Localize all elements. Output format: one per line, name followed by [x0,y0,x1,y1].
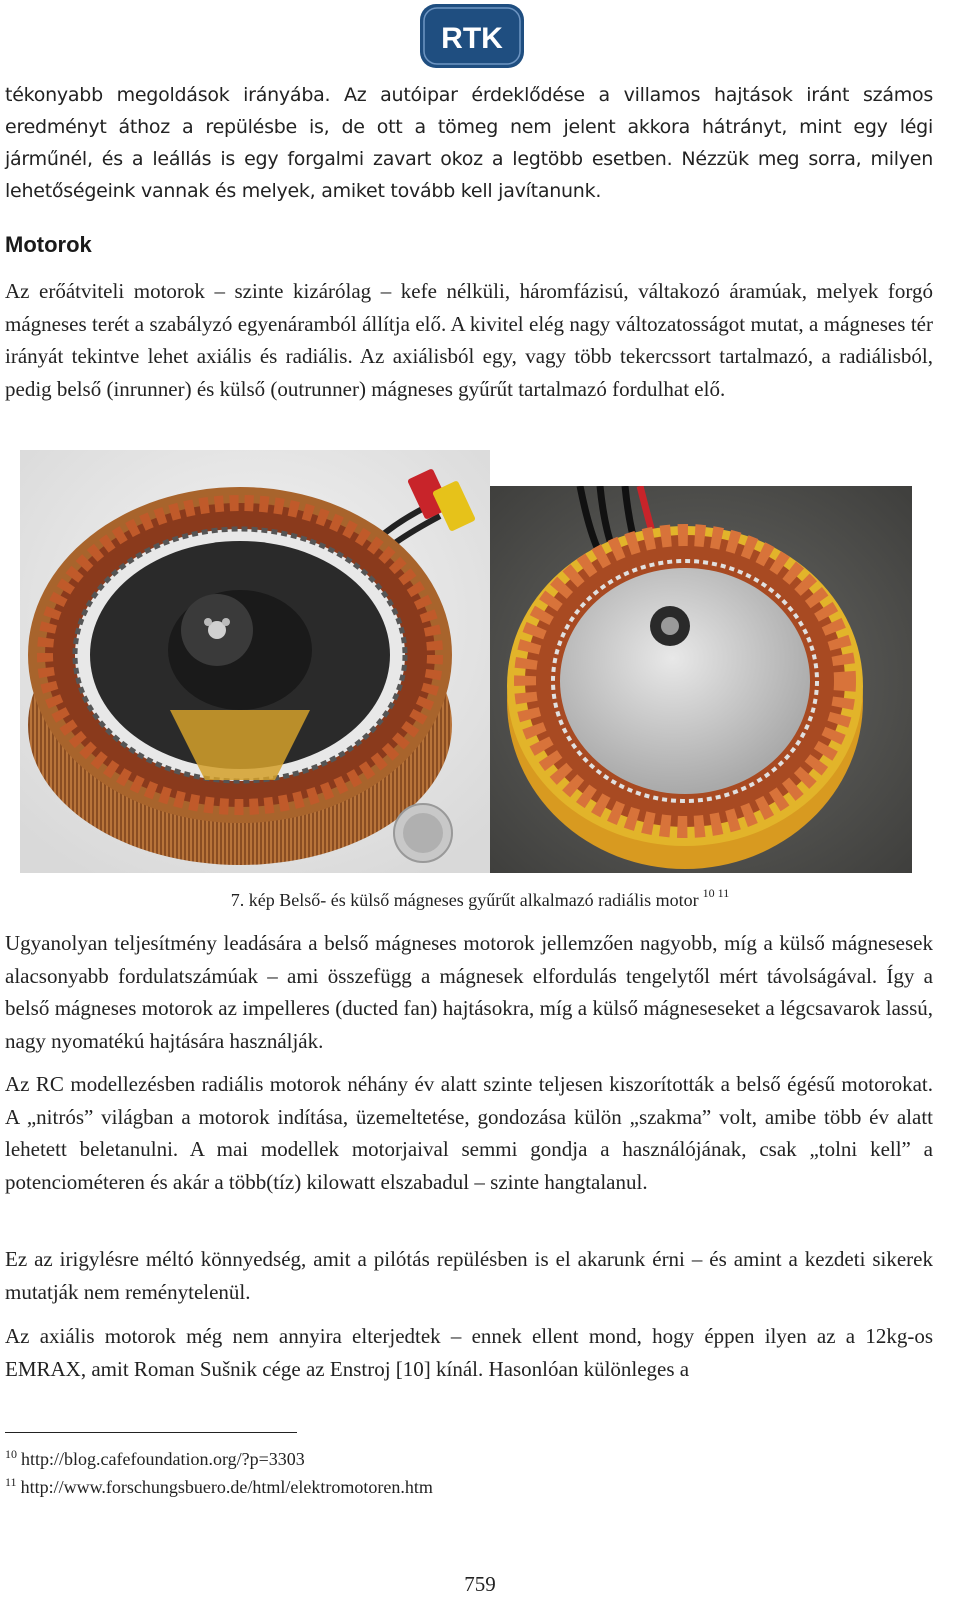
footnote-number: 11 [5,1475,17,1489]
footnote-11 [5,1475,433,1498]
motors-paragraph: Az erőátviteli motorok – szinte kizárólag – kefe nélküli, háromfázisú, váltakozó áramúak, melyek forgó mágneses terét a szabályzó egyenáramból állítja elő. A kivitel elég nagy változatosságot mutat, a mágneses tér irányát tekintve lehet axiális és radiális. Az axiálisból egy, vagy több tekercssort tartalmazó, a radiálisból, pedig belső (inrunner) és külső (outrunner) mágneses gyűrűt tartalmazó fordulhat elő. [5,279,933,401]
paragraph-1: Ugyanolyan teljesítmény leadására a belső mágneses motorok jellemzően nagyobb, míg a külső mágnesesek alacsonyabb fordulatszámúak – ami összefügg a mágnesek elfordulás tengelytől mért távolságával. Így a belső mágneses motorok az impelleres (ducted fan) hajtásokra, míg a külső mágneseseket a légcsavarok lassú, nagy nyomatékú hajtására használják. [5,931,933,1053]
footnote-link[interactable]: http://blog.cafefoundation.org/?p=3303 [21,1449,305,1469]
figure-caption-refs: 10 11 [702,886,730,900]
rtk-logo [418,2,526,70]
paragraph-2: Az RC modellezésben radiális motorok néhány év alatt szinte teljesen kiszorították a belső égésű motorokat. A „nitrós” világban a motorok indítása, üzemeltetése, gondozása külön „szakma” volt, amibe több év alatt lehetett beletanulni. A mai modellek motorjaival semmi gondja a használójának, csak „tolni kell” a potenciométeren és akár a több(tíz) kilowatt elszabadul – szinte hangtalanul. [5,1072,933,1194]
figure-caption-text: 7. kép Belső- és külső mágneses gyűrűt alkalmazó radiális motor [230,890,699,910]
footnote-divider [5,1432,297,1433]
footnote-10 [5,1447,305,1470]
paragraph-3: Ez az irigylésre méltó könnyedség, amit a pilótás repülésben is el akarunk érni – és amint a kezdeti sikerek mutatják nem reménytelenül. [5,1247,933,1304]
figure-caption [0,886,960,911]
footnote-number: 10 [5,1447,17,1461]
section-heading: Motorok [5,232,92,257]
paragraph-4: Az axiális motorok még nem annyira elterjedtek – ennek ellent mond, hogy éppen ilyen az a 12kg-os EMRAX, amit Roman Sušnik cége az Enstroj [10] kínál. Hasonlóan különleges a [5,1324,933,1381]
intro-paragraph: tékonyabb megoldások irányába. Az autóipar érdeklődése a villamos hajtások iránt számos eredményt áthoz a repülésbe is, de ott a tömeg nem jelent akkora hátrányt, mint egy légi járműnél, és a leállás is egy forgalmi zavart okoz a legtöbb esetben. Nézzük meg sorra, milyen lehetőségeink vannak és melyek, amiket tovább kell javítanunk. [5,84,933,202]
outrunner-motor-photo [490,486,912,873]
footnote-link[interactable]: http://www.forschungsbuero.de/html/elektromotoren.htm [20,1477,433,1497]
page-number: 759 [464,1572,496,1596]
inrunner-motor-photo [20,450,490,873]
logo-text: RTK [441,22,503,55]
